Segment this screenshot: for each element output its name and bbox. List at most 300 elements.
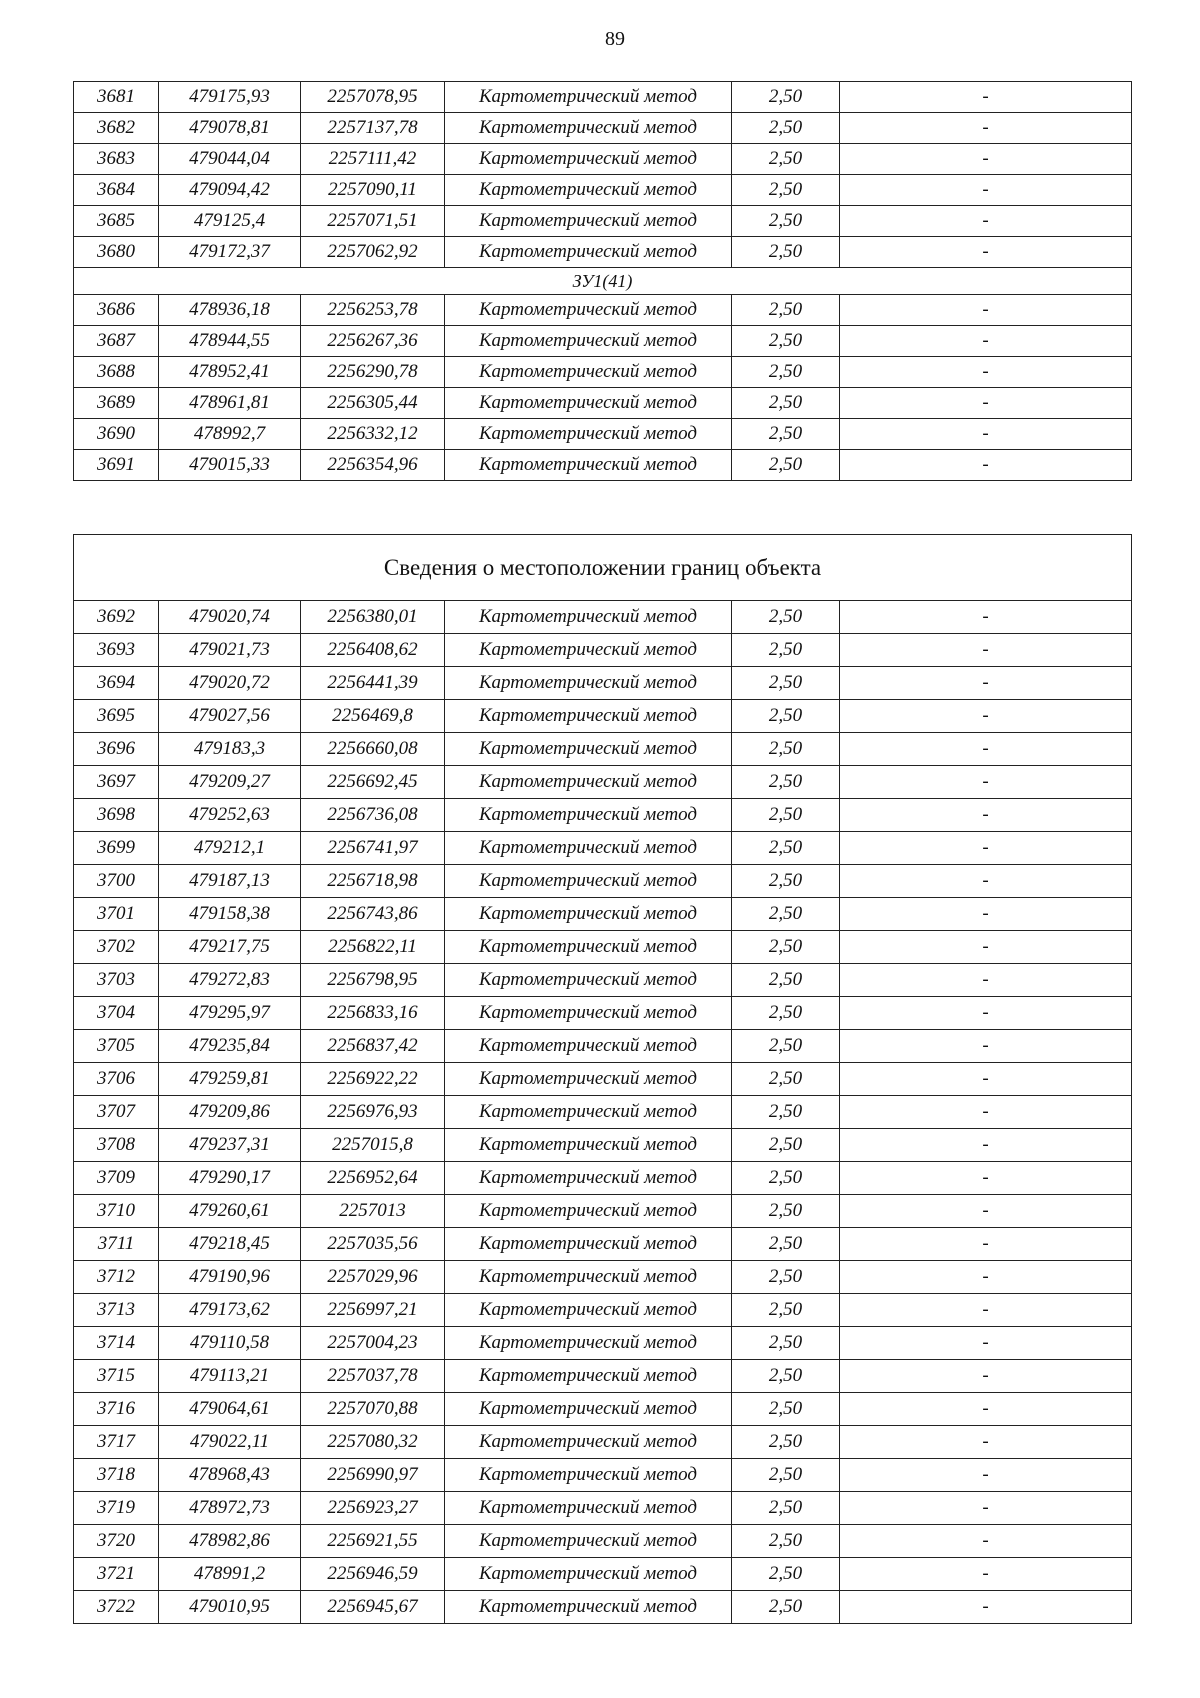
table-row [74,450,1132,481]
x-coordinate-cell: 479209,86 [159,1096,301,1129]
point-number-cell: 3691 [74,450,159,481]
x-coordinate-cell: 478968,43 [159,1459,301,1492]
y-coordinate-cell: 2256997,21 [301,1294,445,1327]
accuracy-cell: 2,50 [732,1360,840,1393]
accuracy-cell: 2,50 [732,1558,840,1591]
point-number-cell: 3721 [74,1558,159,1591]
table-row [74,206,1132,237]
point-number-cell: 3720 [74,1525,159,1558]
y-coordinate-cell: 2256952,64 [301,1162,445,1195]
description-cell: - [840,113,1132,144]
method-cell: Картометрический метод [445,865,732,898]
point-number-cell: 3719 [74,1492,159,1525]
accuracy-cell: 2,50 [732,237,840,268]
method-cell: Картометрический метод [445,1558,732,1591]
method-cell: Картометрический метод [445,1426,732,1459]
point-number-cell: 3682 [74,113,159,144]
table-row [74,1294,1132,1327]
x-coordinate-cell: 478991,2 [159,1558,301,1591]
method-cell: Картометрический метод [445,326,732,357]
x-coordinate-cell: 479113,21 [159,1360,301,1393]
x-coordinate-cell: 478972,73 [159,1492,301,1525]
method-cell: Картометрический метод [445,1261,732,1294]
method-cell: Картометрический метод [445,1228,732,1261]
table-row [74,237,1132,268]
accuracy-cell: 2,50 [732,113,840,144]
x-coordinate-cell: 478961,81 [159,388,301,419]
x-coordinate-cell: 479209,27 [159,766,301,799]
accuracy-cell: 2,50 [732,419,840,450]
x-coordinate-cell: 479290,17 [159,1162,301,1195]
bottom-table-rows [74,601,1132,1624]
accuracy-cell: 2,50 [732,634,840,667]
table-row [74,898,1132,931]
table-row [74,1459,1132,1492]
method-cell: Картометрический метод [445,667,732,700]
description-cell: - [840,1459,1132,1492]
accuracy-cell: 2,50 [732,1459,840,1492]
description-cell: - [840,175,1132,206]
table-row [74,1360,1132,1393]
x-coordinate-cell: 479110,58 [159,1327,301,1360]
y-coordinate-cell: 2257037,78 [301,1360,445,1393]
y-coordinate-cell: 2257090,11 [301,175,445,206]
point-number-cell: 3701 [74,898,159,931]
point-number-cell: 3700 [74,865,159,898]
group-label: ЗУ1(41) [74,268,1132,295]
table-row [74,1030,1132,1063]
description-cell: - [840,931,1132,964]
x-coordinate-cell: 479175,93 [159,82,301,113]
y-coordinate-cell: 2256990,97 [301,1459,445,1492]
accuracy-cell: 2,50 [732,964,840,997]
method-cell: Картометрический метод [445,1030,732,1063]
point-number-cell: 3718 [74,1459,159,1492]
method-cell: Картометрический метод [445,1063,732,1096]
x-coordinate-cell: 479044,04 [159,144,301,175]
x-coordinate-cell: 479020,74 [159,601,301,634]
accuracy-cell: 2,50 [732,997,840,1030]
table-row [74,1228,1132,1261]
point-number-cell: 3702 [74,931,159,964]
accuracy-cell: 2,50 [732,865,840,898]
table-row [74,766,1132,799]
y-coordinate-cell: 2256921,55 [301,1525,445,1558]
method-cell: Картометрический метод [445,1195,732,1228]
method-cell: Картометрический метод [445,733,732,766]
accuracy-cell: 2,50 [732,450,840,481]
y-coordinate-cell: 2257111,42 [301,144,445,175]
table-row [74,1525,1132,1558]
y-coordinate-cell: 2256736,08 [301,799,445,832]
x-coordinate-cell: 479021,73 [159,634,301,667]
table-row [74,1096,1132,1129]
x-coordinate-cell: 479027,56 [159,700,301,733]
y-coordinate-cell: 2256469,8 [301,700,445,733]
point-number-cell: 3689 [74,388,159,419]
method-cell: Картометрический метод [445,1591,732,1624]
description-cell: - [840,601,1132,634]
y-coordinate-cell: 2256833,16 [301,997,445,1030]
accuracy-cell: 2,50 [732,1228,840,1261]
x-coordinate-cell: 479173,62 [159,1294,301,1327]
accuracy-cell: 2,50 [732,1096,840,1129]
method-cell: Картометрический метод [445,144,732,175]
point-number-cell: 3698 [74,799,159,832]
description-cell: - [840,1195,1132,1228]
method-cell: Картометрический метод [445,766,732,799]
table-header: Сведения о местоположении границ объекта [74,535,1132,601]
accuracy-cell: 2,50 [732,175,840,206]
table-row [74,326,1132,357]
group-row [74,268,1132,295]
accuracy-cell: 2,50 [732,1162,840,1195]
table-row [74,1261,1132,1294]
table-row [74,964,1132,997]
description-cell: - [840,700,1132,733]
table-row [74,931,1132,964]
x-coordinate-cell: 479252,63 [159,799,301,832]
point-number-cell: 3693 [74,634,159,667]
accuracy-cell: 2,50 [732,388,840,419]
description-cell: - [840,865,1132,898]
accuracy-cell: 2,50 [732,326,840,357]
description-cell: - [840,1492,1132,1525]
point-number-cell: 3722 [74,1591,159,1624]
x-coordinate-cell: 479010,95 [159,1591,301,1624]
table-row [74,1591,1132,1624]
method-cell: Картометрический метод [445,1162,732,1195]
point-number-cell: 3695 [74,700,159,733]
x-coordinate-cell: 479172,37 [159,237,301,268]
description-cell: - [840,1129,1132,1162]
accuracy-cell: 2,50 [732,832,840,865]
point-number-cell: 3680 [74,237,159,268]
table-row [74,144,1132,175]
y-coordinate-cell: 2256354,96 [301,450,445,481]
method-cell: Картометрический метод [445,419,732,450]
method-cell: Картометрический метод [445,1129,732,1162]
x-coordinate-cell: 479272,83 [159,964,301,997]
accuracy-cell: 2,50 [732,1492,840,1525]
point-number-cell: 3706 [74,1063,159,1096]
description-cell: - [840,295,1132,326]
accuracy-cell: 2,50 [732,1525,840,1558]
table-row [74,1558,1132,1591]
point-number-cell: 3707 [74,1096,159,1129]
x-coordinate-cell: 479217,75 [159,931,301,964]
point-number-cell: 3713 [74,1294,159,1327]
method-cell: Картометрический метод [445,82,732,113]
accuracy-cell: 2,50 [732,601,840,634]
method-cell: Картометрический метод [445,1360,732,1393]
y-coordinate-cell: 2256946,59 [301,1558,445,1591]
y-coordinate-cell: 2256441,39 [301,667,445,700]
method-cell: Картометрический метод [445,237,732,268]
top-table-rows-before-group [74,82,1132,268]
y-coordinate-cell: 2257004,23 [301,1327,445,1360]
x-coordinate-cell: 478992,7 [159,419,301,450]
description-cell: - [840,1228,1132,1261]
point-number-cell: 3699 [74,832,159,865]
coordinates-table-top [73,81,1132,481]
description-cell: - [840,898,1132,931]
method-cell: Картометрический метод [445,1327,732,1360]
description-cell: - [840,964,1132,997]
point-number-cell: 3716 [74,1393,159,1426]
y-coordinate-cell: 2257071,51 [301,206,445,237]
method-cell: Картометрический метод [445,1459,732,1492]
description-cell: - [840,1393,1132,1426]
method-cell: Картометрический метод [445,700,732,733]
x-coordinate-cell: 479218,45 [159,1228,301,1261]
table-row [74,388,1132,419]
method-cell: Картометрический метод [445,964,732,997]
accuracy-cell: 2,50 [732,82,840,113]
x-coordinate-cell: 479125,4 [159,206,301,237]
y-coordinate-cell: 2256267,36 [301,326,445,357]
table-header-row [74,535,1132,601]
table-row [74,667,1132,700]
description-cell: - [840,1096,1132,1129]
method-cell: Картометрический метод [445,1393,732,1426]
description-cell: - [840,144,1132,175]
description-cell: - [840,1162,1132,1195]
y-coordinate-cell: 2256253,78 [301,295,445,326]
point-number-cell: 3714 [74,1327,159,1360]
accuracy-cell: 2,50 [732,766,840,799]
x-coordinate-cell: 479259,81 [159,1063,301,1096]
x-coordinate-cell: 479190,96 [159,1261,301,1294]
x-coordinate-cell: 479158,38 [159,898,301,931]
y-coordinate-cell: 2256922,22 [301,1063,445,1096]
y-coordinate-cell: 2257080,32 [301,1426,445,1459]
top-table-rows-after-group [74,295,1132,481]
accuracy-cell: 2,50 [732,1261,840,1294]
description-cell: - [840,237,1132,268]
point-number-cell: 3681 [74,82,159,113]
accuracy-cell: 2,50 [732,1030,840,1063]
y-coordinate-cell: 2256798,95 [301,964,445,997]
y-coordinate-cell: 2257013 [301,1195,445,1228]
y-coordinate-cell: 2257029,96 [301,1261,445,1294]
description-cell: - [840,733,1132,766]
table-row [74,419,1132,450]
point-number-cell: 3690 [74,419,159,450]
description-cell: - [840,1591,1132,1624]
method-cell: Картометрический метод [445,113,732,144]
point-number-cell: 3715 [74,1360,159,1393]
table-row [74,1393,1132,1426]
y-coordinate-cell: 2256660,08 [301,733,445,766]
description-cell: - [840,667,1132,700]
point-number-cell: 3685 [74,206,159,237]
description-cell: - [840,357,1132,388]
point-number-cell: 3684 [74,175,159,206]
point-number-cell: 3712 [74,1261,159,1294]
point-number-cell: 3694 [74,667,159,700]
point-number-cell: 3704 [74,997,159,1030]
description-cell: - [840,1327,1132,1360]
x-coordinate-cell: 479187,13 [159,865,301,898]
y-coordinate-cell: 2256741,97 [301,832,445,865]
method-cell: Картометрический метод [445,357,732,388]
x-coordinate-cell: 478952,41 [159,357,301,388]
method-cell: Картометрический метод [445,898,732,931]
x-coordinate-cell: 478982,86 [159,1525,301,1558]
accuracy-cell: 2,50 [732,1195,840,1228]
table-row [74,700,1132,733]
x-coordinate-cell: 479078,81 [159,113,301,144]
point-number-cell: 3697 [74,766,159,799]
method-cell: Картометрический метод [445,175,732,206]
method-cell: Картометрический метод [445,634,732,667]
y-coordinate-cell: 2256408,62 [301,634,445,667]
description-cell: - [840,1030,1132,1063]
point-number-cell: 3709 [74,1162,159,1195]
accuracy-cell: 2,50 [732,1129,840,1162]
point-number-cell: 3688 [74,357,159,388]
description-cell: - [840,419,1132,450]
description-cell: - [840,1426,1132,1459]
y-coordinate-cell: 2256822,11 [301,931,445,964]
accuracy-cell: 2,50 [732,144,840,175]
x-coordinate-cell: 479212,1 [159,832,301,865]
method-cell: Картометрический метод [445,388,732,419]
method-cell: Картометрический метод [445,1096,732,1129]
accuracy-cell: 2,50 [732,357,840,388]
x-coordinate-cell: 479295,97 [159,997,301,1030]
x-coordinate-cell: 479183,3 [159,733,301,766]
method-cell: Картометрический метод [445,931,732,964]
coordinates-table-bottom [73,534,1132,1624]
description-cell: - [840,766,1132,799]
accuracy-cell: 2,50 [732,898,840,931]
x-coordinate-cell: 479235,84 [159,1030,301,1063]
point-number-cell: 3703 [74,964,159,997]
y-coordinate-cell: 2256290,78 [301,357,445,388]
table-row [74,832,1132,865]
y-coordinate-cell: 2257137,78 [301,113,445,144]
y-coordinate-cell: 2256380,01 [301,601,445,634]
description-cell: - [840,1261,1132,1294]
accuracy-cell: 2,50 [732,733,840,766]
y-coordinate-cell: 2257062,92 [301,237,445,268]
y-coordinate-cell: 2256923,27 [301,1492,445,1525]
x-coordinate-cell: 478936,18 [159,295,301,326]
y-coordinate-cell: 2256305,44 [301,388,445,419]
description-cell: - [840,450,1132,481]
point-number-cell: 3683 [74,144,159,175]
method-cell: Картометрический метод [445,832,732,865]
description-cell: - [840,206,1132,237]
method-cell: Картометрический метод [445,206,732,237]
x-coordinate-cell: 479094,42 [159,175,301,206]
point-number-cell: 3708 [74,1129,159,1162]
table-row [74,113,1132,144]
y-coordinate-cell: 2256976,93 [301,1096,445,1129]
accuracy-cell: 2,50 [732,295,840,326]
point-number-cell: 3687 [74,326,159,357]
x-coordinate-cell: 479260,61 [159,1195,301,1228]
description-cell: - [840,388,1132,419]
method-cell: Картометрический метод [445,997,732,1030]
method-cell: Картометрический метод [445,1525,732,1558]
point-number-cell: 3692 [74,601,159,634]
description-cell: - [840,1063,1132,1096]
y-coordinate-cell: 2257078,95 [301,82,445,113]
accuracy-cell: 2,50 [732,700,840,733]
accuracy-cell: 2,50 [732,1426,840,1459]
description-cell: - [840,1558,1132,1591]
accuracy-cell: 2,50 [732,1063,840,1096]
accuracy-cell: 2,50 [732,1327,840,1360]
y-coordinate-cell: 2256945,67 [301,1591,445,1624]
table-row [74,295,1132,326]
x-coordinate-cell: 479237,31 [159,1129,301,1162]
description-cell: - [840,326,1132,357]
x-coordinate-cell: 478944,55 [159,326,301,357]
description-cell: - [840,832,1132,865]
table-row [74,799,1132,832]
accuracy-cell: 2,50 [732,1294,840,1327]
y-coordinate-cell: 2257035,56 [301,1228,445,1261]
accuracy-cell: 2,50 [732,1393,840,1426]
table-row [74,1162,1132,1195]
point-number-cell: 3686 [74,295,159,326]
table-row [74,634,1132,667]
x-coordinate-cell: 479064,61 [159,1393,301,1426]
x-coordinate-cell: 479020,72 [159,667,301,700]
method-cell: Картометрический метод [445,450,732,481]
accuracy-cell: 2,50 [732,206,840,237]
y-coordinate-cell: 2257015,8 [301,1129,445,1162]
table-row [74,733,1132,766]
page-number: 89 [605,28,625,50]
description-cell: - [840,1294,1132,1327]
accuracy-cell: 2,50 [732,931,840,964]
y-coordinate-cell: 2256332,12 [301,419,445,450]
y-coordinate-cell: 2257070,88 [301,1393,445,1426]
table-row [74,1129,1132,1162]
table-row [74,1426,1132,1459]
y-coordinate-cell: 2256837,42 [301,1030,445,1063]
y-coordinate-cell: 2256743,86 [301,898,445,931]
y-coordinate-cell: 2256718,98 [301,865,445,898]
accuracy-cell: 2,50 [732,799,840,832]
table-row [74,1327,1132,1360]
point-number-cell: 3705 [74,1030,159,1063]
description-cell: - [840,997,1132,1030]
table-row [74,865,1132,898]
method-cell: Картометрический метод [445,799,732,832]
table-row [74,997,1132,1030]
accuracy-cell: 2,50 [732,1591,840,1624]
point-number-cell: 3696 [74,733,159,766]
y-coordinate-cell: 2256692,45 [301,766,445,799]
point-number-cell: 3717 [74,1426,159,1459]
x-coordinate-cell: 479022,11 [159,1426,301,1459]
table-row [74,1195,1132,1228]
table-row [74,601,1132,634]
description-cell: - [840,82,1132,113]
method-cell: Картометрический метод [445,1492,732,1525]
table-row [74,82,1132,113]
method-cell: Картометрический метод [445,295,732,326]
method-cell: Картометрический метод [445,601,732,634]
description-cell: - [840,1360,1132,1393]
method-cell: Картометрический метод [445,1294,732,1327]
